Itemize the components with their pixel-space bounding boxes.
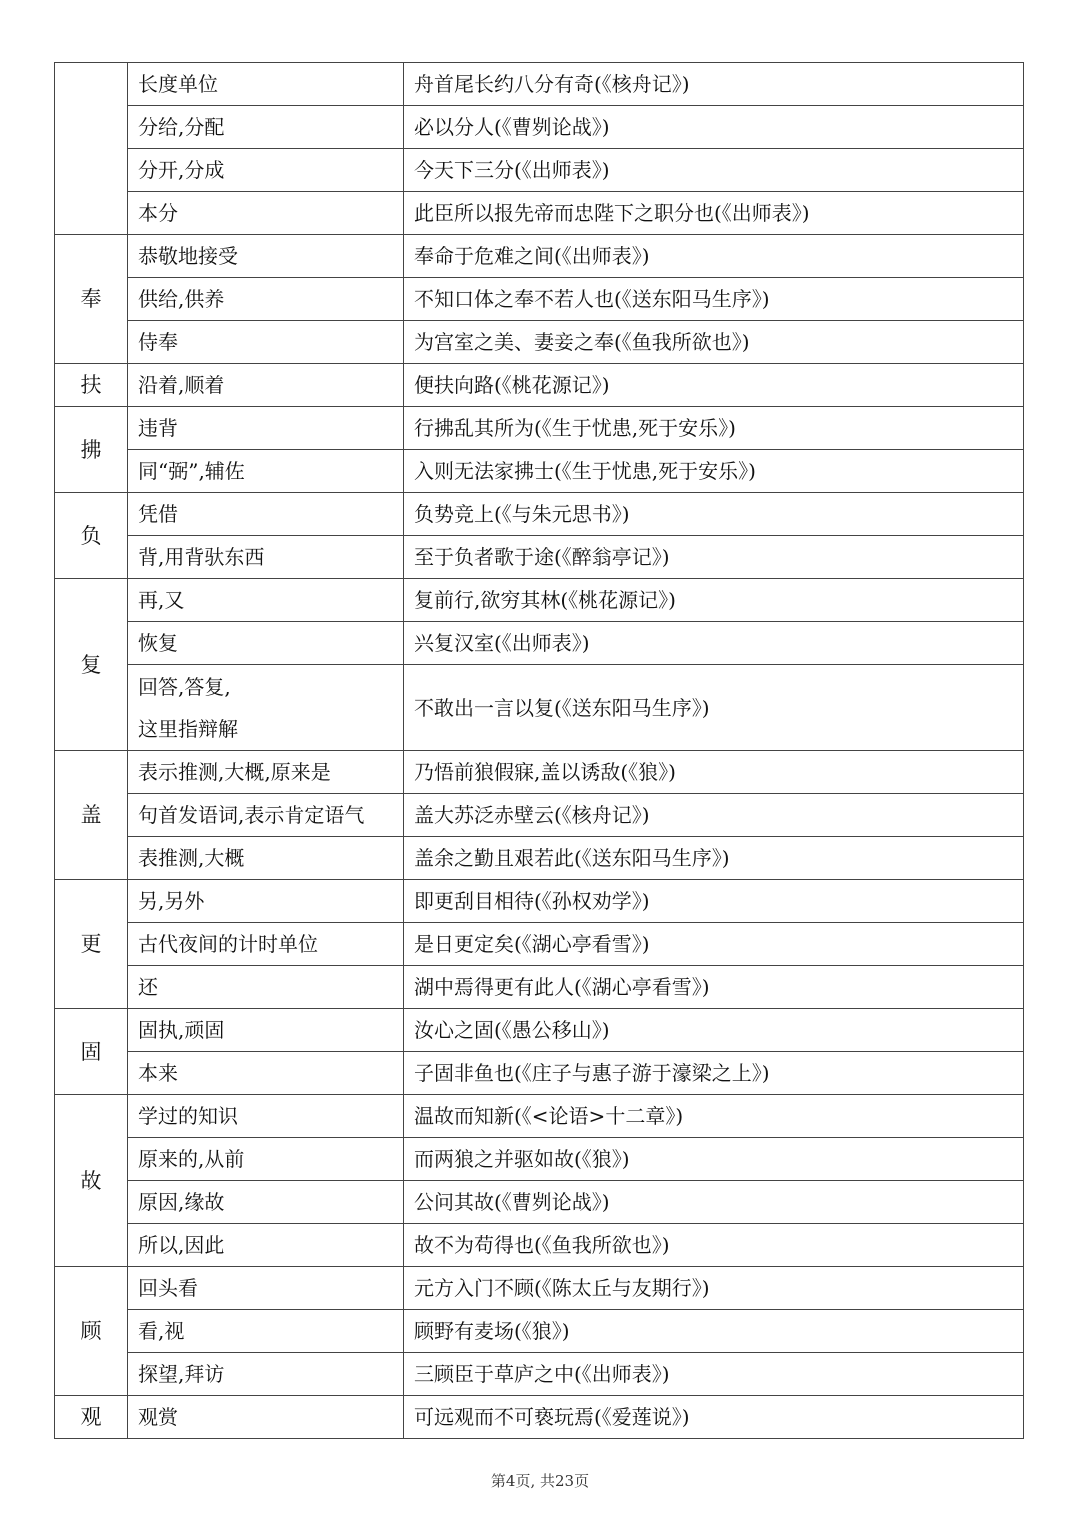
example-cell: 便扶向路(《桃花源记》) <box>404 364 1024 407</box>
table-row <box>55 149 1024 192</box>
word-cell: 固 <box>55 1009 128 1095</box>
table-row <box>55 665 1024 751</box>
table-row <box>55 622 1024 665</box>
example-cell: 奉命于危难之间(《出师表》) <box>404 235 1024 278</box>
table-row <box>55 923 1024 966</box>
table-row <box>55 364 1024 407</box>
meaning-cell: 同“弼”,辅佐 <box>128 450 404 493</box>
example-cell: 入则无法家拂士(《生于忧患,死于安乐》) <box>404 450 1024 493</box>
meaning-cell: 古代夜间的计时单位 <box>128 923 404 966</box>
table-row <box>55 1267 1024 1310</box>
meaning-cell <box>128 665 404 751</box>
table-row <box>55 278 1024 321</box>
meaning-cell: 句首发语词,表示肯定语气 <box>128 794 404 837</box>
meaning-cell: 观赏 <box>128 1396 404 1439</box>
example-cell: 元方入门不顾(《陈太丘与友期行》) <box>404 1267 1024 1310</box>
word-cell: 顾 <box>55 1267 128 1396</box>
table-row <box>55 579 1024 622</box>
example-cell: 至于负者歌于途(《醉翁亭记》) <box>404 536 1024 579</box>
table-row <box>55 1009 1024 1052</box>
example-cell: 可远观而不可亵玩焉(《爱莲说》) <box>404 1396 1024 1439</box>
word-cell: 负 <box>55 493 128 579</box>
example-cell: 不敢出一言以复(《送东阳马生序》) <box>404 665 1024 751</box>
table-row <box>55 1181 1024 1224</box>
table-row <box>55 1396 1024 1439</box>
table-row <box>55 966 1024 1009</box>
table-row <box>55 1052 1024 1095</box>
meaning-cell: 本分 <box>128 192 404 235</box>
example-cell: 复前行,欲穷其林(《桃花源记》) <box>404 579 1024 622</box>
example-cell: 而两狼之并驱如故(《狼》) <box>404 1138 1024 1181</box>
meaning-cell: 另,另外 <box>128 880 404 923</box>
page-footer: 第4页, 共23页 <box>490 1472 590 1490</box>
table-row <box>55 493 1024 536</box>
table-row <box>55 192 1024 235</box>
meaning-cell: 原来的,从前 <box>128 1138 404 1181</box>
table-row <box>55 106 1024 149</box>
table-row <box>55 1095 1024 1138</box>
example-cell: 兴复汉室(《出师表》) <box>404 622 1024 665</box>
word-cell: 故 <box>55 1095 128 1267</box>
meaning-text: 回答,答复, 这里指辩解 <box>138 674 238 741</box>
example-cell: 盖大苏泛赤壁云(《核舟记》) <box>404 794 1024 837</box>
word-cell: 复 <box>55 579 128 751</box>
example-cell: 此臣所以报先帝而忠陛下之职分也(《出师表》) <box>404 192 1024 235</box>
word-cell <box>55 63 128 235</box>
table-row <box>55 1310 1024 1353</box>
table-row <box>55 63 1024 106</box>
example-cell: 今天下三分(《出师表》) <box>404 149 1024 192</box>
example-cell: 三顾臣于草庐之中(《出师表》) <box>404 1353 1024 1396</box>
word-cell: 盖 <box>55 751 128 880</box>
example-cell: 行拂乱其所为(《生于忧患,死于安乐》) <box>404 407 1024 450</box>
meaning-cell: 违背 <box>128 407 404 450</box>
meaning-cell: 还 <box>128 966 404 1009</box>
example-cell: 盖余之勤且艰若此(《送东阳马生序》) <box>404 837 1024 880</box>
example-cell: 必以分人(《曹刿论战》) <box>404 106 1024 149</box>
example-cell: 乃悟前狼假寐,盖以诱敌(《狼》) <box>404 751 1024 794</box>
example-cell: 是日更定矣(《湖心亭看雪》) <box>404 923 1024 966</box>
word-cell: 拂 <box>55 407 128 493</box>
table-row <box>55 321 1024 364</box>
meaning-cell: 长度单位 <box>128 63 404 106</box>
vocabulary-table <box>54 62 1024 1439</box>
meaning-cell: 分开,分成 <box>128 149 404 192</box>
meaning-cell: 学过的知识 <box>128 1095 404 1138</box>
word-cell: 奉 <box>55 235 128 364</box>
example-cell: 为宫室之美、妻妾之奉(《鱼我所欲也》) <box>404 321 1024 364</box>
word-cell: 更 <box>55 880 128 1009</box>
table-row <box>55 450 1024 493</box>
example-cell: 汝心之固(《愚公移山》) <box>404 1009 1024 1052</box>
example-cell: 故不为苟得也(《鱼我所欲也》) <box>404 1224 1024 1267</box>
meaning-cell: 表推测,大概 <box>128 837 404 880</box>
meaning-cell: 原因,缘故 <box>128 1181 404 1224</box>
word-cell: 扶 <box>55 364 128 407</box>
meaning-cell: 侍奉 <box>128 321 404 364</box>
meaning-cell: 凭借 <box>128 493 404 536</box>
meaning-cell: 本来 <box>128 1052 404 1095</box>
meaning-cell: 回头看 <box>128 1267 404 1310</box>
table-body <box>55 63 1024 1439</box>
example-cell: 即更刮目相待(《孙权劝学》) <box>404 880 1024 923</box>
example-cell: 公问其故(《曹刿论战》) <box>404 1181 1024 1224</box>
table-row <box>55 407 1024 450</box>
meaning-cell: 恢复 <box>128 622 404 665</box>
example-cell: 舟首尾长约八分有奇(《核舟记》) <box>404 63 1024 106</box>
table-row <box>55 1138 1024 1181</box>
table-row <box>55 837 1024 880</box>
example-cell: 负势竞上(《与朱元思书》) <box>404 493 1024 536</box>
meaning-cell: 恭敬地接受 <box>128 235 404 278</box>
meaning-cell: 背,用背驮东西 <box>128 536 404 579</box>
meaning-cell: 分给,分配 <box>128 106 404 149</box>
meaning-cell: 探望,拜访 <box>128 1353 404 1396</box>
meaning-cell: 供给,供养 <box>128 278 404 321</box>
meaning-cell: 看,视 <box>128 1310 404 1353</box>
example-cell: 温故而知新(《<论语>十二章》) <box>404 1095 1024 1138</box>
word-cell: 观 <box>55 1396 128 1439</box>
table-row <box>55 235 1024 278</box>
example-cell: 湖中焉得更有此人(《湖心亭看雪》) <box>404 966 1024 1009</box>
table-row <box>55 880 1024 923</box>
meaning-cell: 所以,因此 <box>128 1224 404 1267</box>
table-row <box>55 536 1024 579</box>
table-row <box>55 1224 1024 1267</box>
example-cell: 子固非鱼也(《庄子与惠子游于濠梁之上》) <box>404 1052 1024 1095</box>
meaning-cell: 固执,顽固 <box>128 1009 404 1052</box>
meaning-cell: 表示推测,大概,原来是 <box>128 751 404 794</box>
meaning-cell: 再,又 <box>128 579 404 622</box>
table-row <box>55 794 1024 837</box>
table-row <box>55 1353 1024 1396</box>
example-cell: 顾野有麦场(《狼》) <box>404 1310 1024 1353</box>
meaning-cell: 沿着,顺着 <box>128 364 404 407</box>
table-row <box>55 751 1024 794</box>
example-cell: 不知口体之奉不若人也(《送东阳马生序》) <box>404 278 1024 321</box>
